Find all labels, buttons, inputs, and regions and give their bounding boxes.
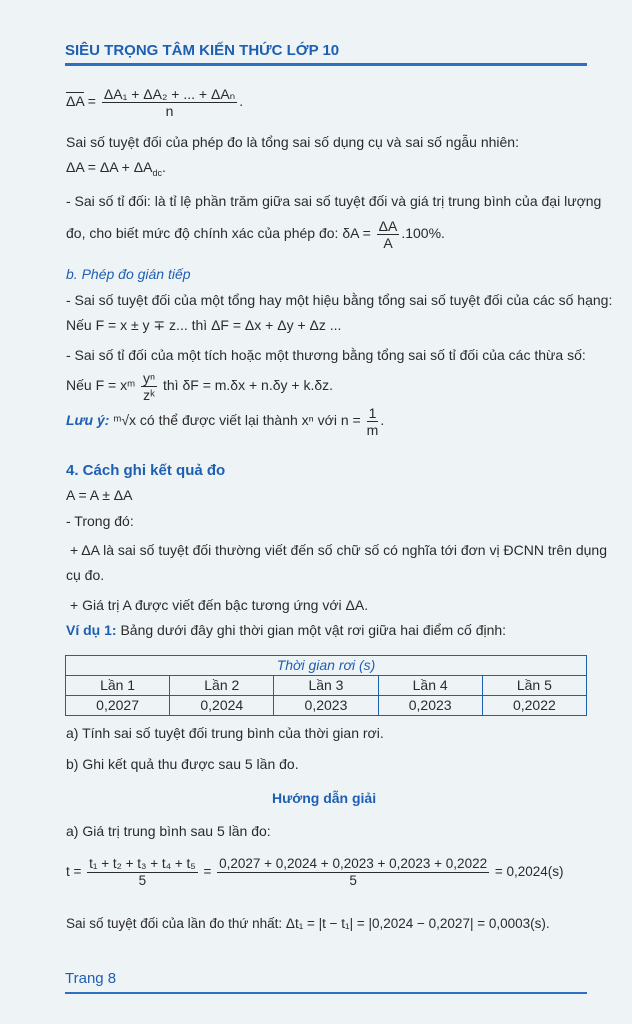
text: Nếu F = xᵐ	[66, 377, 136, 394]
denominator: 5	[138, 873, 147, 888]
formula	[66, 370, 333, 403]
numerator: 0,2027 + 0,2024 + 0,2023 + 0,2023 + 0,2022	[219, 856, 488, 871]
denominator: zᵏ	[143, 387, 155, 403]
paragraph: cụ đo.	[66, 567, 105, 583]
formula-mean-error: $\overline{\Delta A}$ = $\frac{\text{ΔA₁ + ΔA₂ + ... + ΔAₙ}}{n}$ .	[66, 86, 244, 119]
text: ᵐ√x có thể được viết lại thành xⁿ với n =	[113, 412, 361, 429]
footer-rule	[65, 992, 587, 994]
table-header: Lần 2	[170, 676, 274, 696]
table-cell: 0,2022	[482, 696, 586, 716]
solution-a: a) Giá trị trung bình sau 5 lần đo:	[66, 823, 271, 839]
paragraph: - Trong đó:	[66, 513, 134, 529]
denominator: m	[366, 422, 379, 438]
denominator: 5	[349, 873, 357, 888]
numerator: 1	[368, 405, 377, 421]
section-b-title: b. Phép đo gián tiếp	[66, 266, 191, 282]
subscript: dc	[152, 167, 162, 178]
table-header: Lần 3	[274, 676, 378, 696]
example-label: Ví dụ 1:	[66, 622, 117, 638]
formula: A = A ± ΔA	[66, 487, 133, 503]
denominator: n	[165, 103, 174, 119]
table-cell: 0,2023	[378, 696, 482, 716]
text: t =	[66, 864, 82, 880]
section-4-title: 4. Cách ghi kết quả đo	[66, 462, 226, 479]
question-b: b) Ghi kết quả thu được sau 5 lần đo.	[66, 756, 299, 772]
table-header: Lần 4	[378, 676, 482, 696]
formula-mean-time: t = $\frac{\text{t₁ + t₂ + t₃ + t₄ + t₅}}{5}$ = $\frac{0,2027 + 0,2024 + 0,2023 + 0,2023 + 0,2022}{5}$ = 0,2024(s)	[66, 856, 564, 888]
punct: .	[239, 93, 244, 110]
header-rule	[65, 63, 587, 66]
table-cell: 0,2024	[170, 696, 274, 716]
text: .100%.	[401, 225, 445, 242]
numerator: t₁ + t₂ + t₃ + t₄ + t₅	[89, 856, 196, 871]
numerator: ΔA₁ + ΔA₂ + ... + ΔAₙ	[103, 86, 236, 102]
formula-text: ΔA = ΔA + ΔA	[66, 159, 153, 175]
solution-title: Hướng dẫn giải	[272, 790, 377, 806]
numerator: ΔA	[378, 218, 398, 234]
paragraph-relative-error	[66, 218, 445, 251]
text: Bảng dưới đây ghi thời gian một vật rơi giữa hai điểm cố định:	[120, 622, 507, 638]
table-cell: 0,2023	[274, 696, 378, 716]
page-header-title: SIÊU TRỌNG TÂM KIẾN THỨC LỚP 10	[65, 42, 340, 59]
question-a: a) Tính sai số tuyệt đối trung bình của thời gian rơi.	[66, 725, 384, 741]
paragraph: - Sai số tỉ đối: là tỉ lệ phần trăm giữa sai số tuyệt đối và giá trị trung bình của đại lượng	[66, 193, 602, 209]
paragraph: + Giá trị A được viết đến bậc tương ứng với ΔA.	[70, 597, 369, 613]
table-header-row	[66, 676, 587, 696]
table-header: Lần 1	[66, 676, 170, 696]
paragraph: Sai số tuyệt đối của phép đo là tổng sai số dụng cụ và sai số ngẫu nhiên:	[66, 134, 519, 150]
table-header: Lần 5	[482, 676, 586, 696]
formula-first-error: Sai số tuyệt đối của lần đo thứ nhất: Δt₁ = |t − t₁| = |0,2024 − 0,2027| = 0,0003(s).	[66, 916, 550, 931]
paragraph: + ΔA là sai số tuyệt đối thường viết đến số chữ số có nghĩa tới đơn vị ĐCNN trên dụng	[70, 542, 607, 558]
fall-time-table	[65, 655, 587, 716]
table-caption: Thời gian rơi (s)	[66, 656, 587, 676]
example	[66, 621, 506, 639]
text: thì δF = m.δx + n.δy + k.δz.	[163, 377, 334, 394]
numerator: yⁿ	[143, 370, 156, 386]
text: đo, cho biết mức độ chính xác của phép đo: δA =	[66, 225, 371, 242]
text: .	[380, 412, 385, 429]
note	[66, 405, 384, 438]
page-number: Trang 8	[65, 970, 117, 987]
result: = 0,2024(s)	[494, 864, 564, 880]
table-cell: 0,2027	[66, 696, 170, 716]
paragraph: - Sai số tuyệt đối của một tổng hay một hiệu bằng tổng sai số tuyệt đối của các số hạng:	[66, 292, 613, 308]
denominator: A	[383, 235, 393, 251]
formula: Nếu F = x ± y ∓ z... thì ΔF = Δx + Δy + Δz ...	[66, 317, 342, 333]
table-row	[66, 696, 587, 716]
formula-absolute-error: $\Delta A = \Delta A + \Delta A_{dc}$.	[66, 159, 166, 178]
note-label: Lưu ý:	[66, 412, 110, 429]
paragraph: - Sai số tỉ đối của một tích hoặc một thương bằng tổng sai số tỉ đối của các thừa số:	[66, 347, 586, 363]
